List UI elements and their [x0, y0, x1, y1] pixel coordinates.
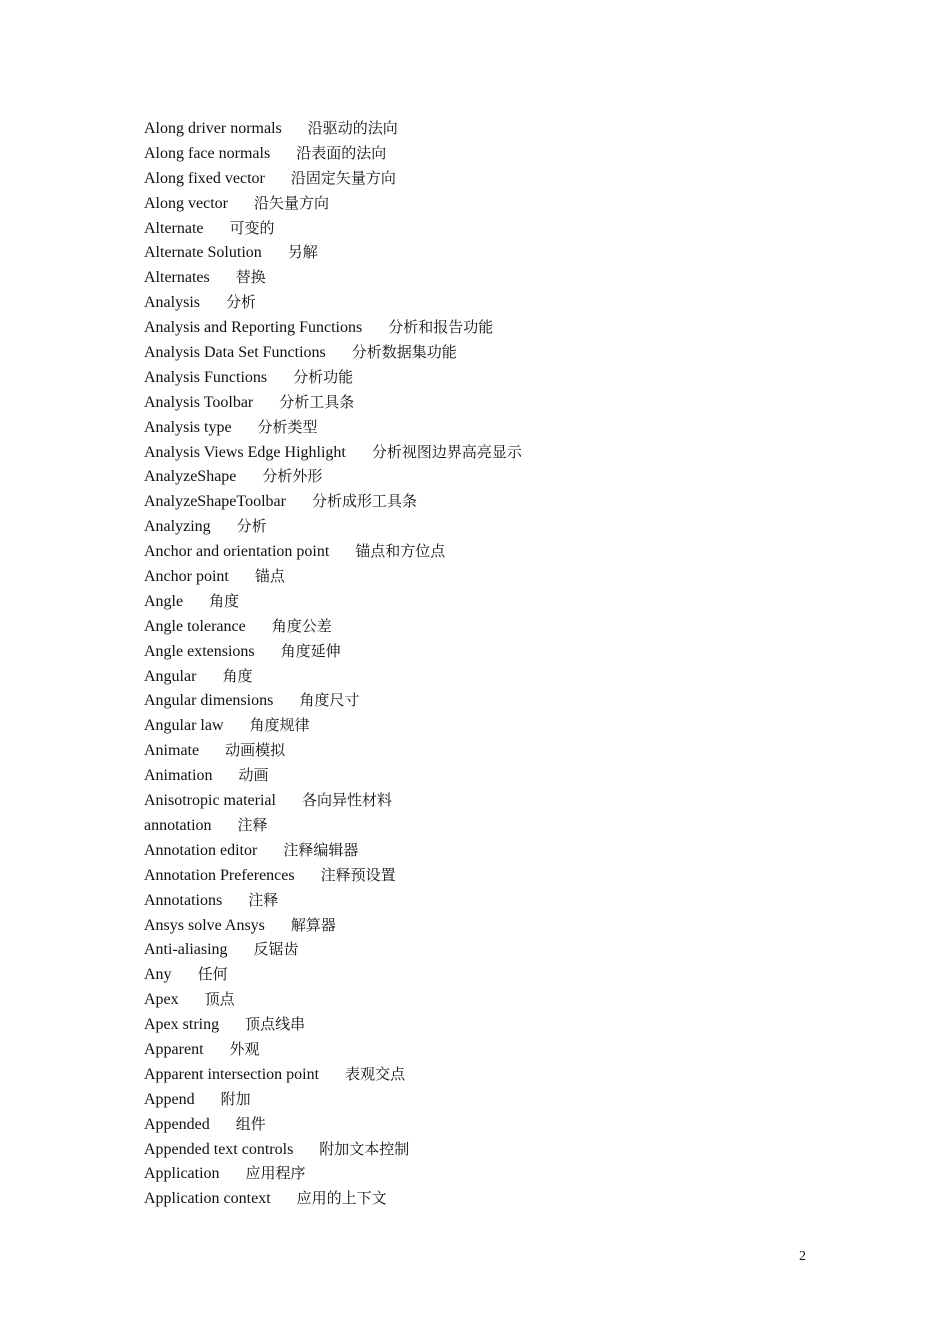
glossary-entry [144, 141, 522, 166]
glossary-entry [144, 290, 522, 315]
glossary-list [144, 116, 522, 1211]
chinese-translation: 应用程序 [245, 1164, 306, 1183]
chinese-translation: 角度尺寸 [299, 691, 360, 710]
glossary-entry [144, 937, 522, 962]
chinese-translation: 附加文本控制 [319, 1139, 410, 1158]
chinese-translation: 分析 [236, 517, 267, 536]
chinese-translation: 分析工具条 [279, 392, 355, 411]
glossary-entry [144, 713, 522, 738]
english-term: Annotations [144, 891, 223, 909]
glossary-entry [144, 913, 522, 938]
glossary-entry [144, 763, 522, 788]
chinese-translation: 分析和报告功能 [388, 318, 494, 337]
english-term: Angular law [144, 717, 224, 735]
glossary-entry [144, 788, 522, 813]
chinese-translation: 可变的 [229, 218, 275, 237]
glossary-entry [144, 1012, 522, 1037]
chinese-translation: 各向异性材料 [301, 791, 392, 810]
chinese-translation: 分析视图边界高亮显示 [371, 442, 522, 461]
english-term: Apparent [144, 1040, 204, 1058]
english-term: Angle extensions [144, 642, 255, 660]
glossary-entry [144, 1037, 522, 1062]
english-term: Analysis Data Set Functions [144, 344, 326, 362]
glossary-entry [144, 863, 522, 888]
english-term: Alternate [144, 219, 204, 237]
chinese-translation: 角度 [222, 666, 253, 685]
english-term: Angle [144, 592, 184, 610]
glossary-entry [144, 265, 522, 290]
chinese-translation: 替换 [235, 268, 266, 287]
english-term: Analysis Views Edge Highlight [144, 443, 346, 461]
glossary-entry [144, 1161, 522, 1186]
chinese-translation: 组件 [235, 1114, 266, 1133]
chinese-translation: 分析成形工具条 [311, 492, 417, 511]
chinese-translation: 沿固定矢量方向 [290, 168, 396, 187]
page-number: 2 [799, 1249, 806, 1264]
english-term: Analysis and Reporting Functions [144, 319, 363, 337]
english-term: Analysis Toolbar [144, 393, 254, 411]
english-term: Application [144, 1165, 220, 1183]
glossary-entry [144, 514, 522, 539]
chinese-translation: 沿驱动的法向 [307, 119, 398, 137]
english-term: Analysis type [144, 418, 232, 436]
english-term: Along fixed vector [144, 169, 265, 187]
glossary-entry [144, 539, 522, 564]
glossary-entry [144, 1062, 522, 1087]
english-term: Annotation editor [144, 841, 258, 859]
english-term: Analysis [144, 294, 200, 312]
glossary-entry [144, 1137, 522, 1162]
english-term: Appended [144, 1115, 210, 1133]
chinese-translation: 顶点 [204, 990, 235, 1009]
english-term: Along face normals [144, 144, 271, 162]
chinese-translation: 注释预设置 [320, 865, 396, 884]
english-term: AnalyzeShapeToolbar [144, 493, 286, 511]
chinese-translation: 角度 [209, 591, 240, 610]
glossary-entry [144, 440, 522, 465]
glossary-entry [144, 464, 522, 489]
english-term: Alternates [144, 269, 210, 287]
english-term: Apex string [144, 1016, 220, 1034]
chinese-translation: 分析 [226, 293, 257, 312]
english-term: Anchor point [144, 568, 229, 586]
english-term: annotation [144, 816, 212, 834]
chinese-translation: 顶点线串 [245, 1015, 306, 1034]
glossary-entry [144, 838, 522, 863]
english-term: Analysis Functions [144, 368, 268, 386]
english-term: Animation [144, 767, 213, 785]
chinese-translation: 锚点和方位点 [355, 542, 446, 561]
english-term: Along vector [144, 194, 228, 212]
glossary-entry [144, 191, 522, 216]
english-term: Along driver normals [144, 120, 282, 137]
chinese-translation: 角度规律 [249, 716, 310, 735]
glossary-entry [144, 962, 522, 987]
glossary-entry [144, 639, 522, 664]
chinese-translation: 应用的上下文 [296, 1189, 387, 1208]
glossary-entry [144, 415, 522, 440]
glossary-entry [144, 1186, 522, 1211]
chinese-translation: 动画 [238, 766, 269, 785]
english-term: Angle tolerance [144, 617, 246, 635]
chinese-translation: 沿矢量方向 [253, 193, 329, 212]
glossary-entry [144, 1087, 522, 1112]
glossary-entry [144, 564, 522, 589]
english-term: Any [144, 966, 172, 984]
chinese-translation: 注释 [237, 815, 268, 834]
chinese-translation: 角度延伸 [280, 641, 341, 660]
english-term: Angular dimensions [144, 692, 274, 710]
english-term: AnalyzeShape [144, 468, 237, 486]
chinese-translation: 沿表面的法向 [296, 143, 387, 162]
chinese-translation: 任何 [197, 965, 228, 984]
english-term: Apex [144, 991, 179, 1009]
glossary-entry [144, 340, 522, 365]
glossary-entry [144, 315, 522, 340]
glossary-entry [144, 240, 522, 265]
chinese-translation: 注释编辑器 [283, 840, 359, 859]
english-term: Anti-aliasing [144, 941, 228, 959]
chinese-translation: 分析数据集功能 [351, 343, 457, 362]
glossary-entry [144, 166, 522, 191]
glossary-entry [144, 589, 522, 614]
glossary-entry [144, 489, 522, 514]
english-term: Alternate Solution [144, 244, 262, 262]
chinese-translation: 解算器 [290, 915, 336, 934]
english-term: Appended text controls [144, 1140, 294, 1158]
chinese-translation: 注释 [248, 890, 279, 909]
glossary-entry [144, 813, 522, 838]
glossary-entry [144, 738, 522, 763]
chinese-translation: 锚点 [254, 567, 285, 586]
glossary-entry [144, 987, 522, 1012]
chinese-translation: 另解 [287, 243, 318, 262]
english-term: Angular [144, 667, 197, 685]
english-term: Annotation Preferences [144, 866, 295, 884]
glossary-entry [144, 365, 522, 390]
chinese-translation: 附加 [220, 1089, 251, 1108]
chinese-translation: 角度公差 [271, 616, 332, 635]
chinese-translation: 表观交点 [345, 1064, 406, 1083]
chinese-translation: 反锯齿 [253, 940, 299, 959]
english-term: Animate [144, 742, 200, 760]
glossary-entry [144, 390, 522, 415]
chinese-translation: 外观 [229, 1039, 260, 1058]
english-term: Apparent intersection point [144, 1065, 320, 1083]
english-term: Anchor and orientation point [144, 543, 330, 561]
chinese-translation: 分析外形 [262, 467, 323, 486]
english-term: Application context [144, 1190, 271, 1208]
chinese-translation: 分析功能 [293, 367, 354, 386]
glossary-entry [144, 688, 522, 713]
glossary-entry [144, 116, 522, 141]
glossary-entry [144, 614, 522, 639]
glossary-entry [144, 216, 522, 241]
chinese-translation: 分析类型 [257, 417, 318, 436]
english-term: Ansys solve Ansys [144, 916, 265, 934]
glossary-entry [144, 664, 522, 689]
english-term: Append [144, 1090, 195, 1108]
english-term: Anisotropic material [144, 792, 276, 810]
chinese-translation: 动画模拟 [225, 741, 286, 760]
english-term: Analyzing [144, 518, 211, 536]
glossary-entry [144, 1112, 522, 1137]
glossary-entry [144, 888, 522, 913]
